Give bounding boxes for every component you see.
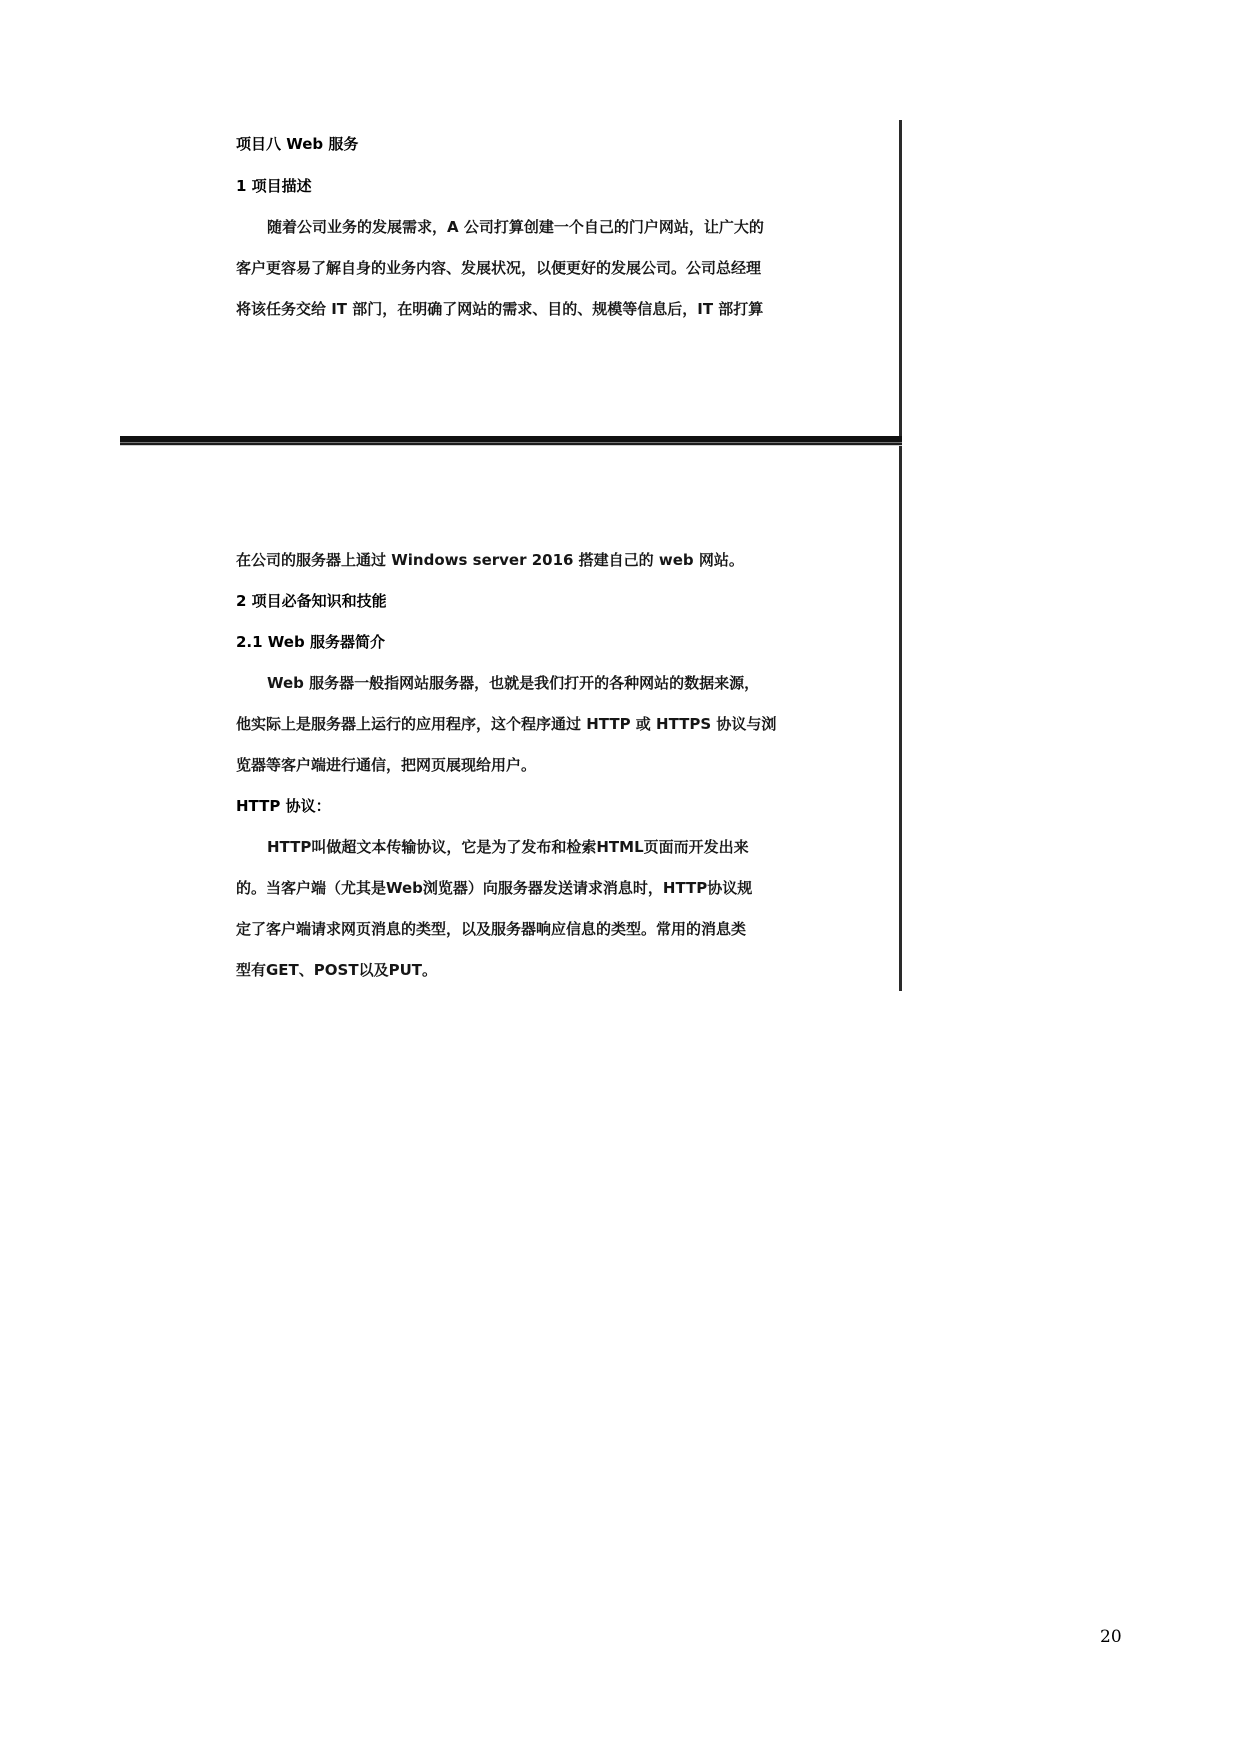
description-line-1: 随着公司业务的发展需求，A 公司打算创建一个自己的门户网站，让广大的 (267, 218, 764, 236)
web-intro-line-3: 览器等客户端进行通信，把网页展现给用户。 (236, 756, 537, 774)
continued-description-line: 在公司的服务器上通过 Windows server 2016 搭建自己的 web 网站。 (236, 551, 744, 569)
web-intro-line-1: Web 服务器一般指网站服务器，也就是我们打开的各种网站的数据来源， (267, 674, 760, 692)
bottom-panel-right-border (899, 446, 902, 991)
description-line-3: 将该任务交给 IT 部门，在明确了网站的需求、目的、规模等信息后，IT 部打算 (236, 300, 764, 318)
project-title: 项目八 Web 服务 (236, 135, 359, 153)
description-line-2: 客户更容易了解自身的业务内容、发展状况，以便更好的发展公司。公司总经理 (236, 259, 762, 277)
http-line-4: 型有GET、POST以及PUT。 (236, 961, 437, 979)
http-line-3: 定了客户端请求网页消息的类型，以及服务器响应信息的类型。常用的消息类 (236, 920, 747, 938)
section-heading-knowledge-skills: 2 项目必备知识和技能 (236, 592, 387, 610)
http-protocol-heading: HTTP 协议： (236, 797, 331, 815)
top-panel-right-border (899, 120, 902, 440)
page-separator (120, 436, 902, 446)
subsection-heading-web-server-intro: 2.1 Web 服务器简介 (236, 633, 385, 651)
top-document-panel (120, 120, 902, 438)
http-line-2: 的。当客户端（尤其是Web浏览器）向服务器发送请求消息时，HTTP协议规 (236, 879, 753, 897)
section-heading-project-description: 1 项目描述 (236, 177, 312, 195)
page-number: 20 (1100, 1627, 1122, 1647)
web-intro-line-2: 他实际上是服务器上运行的应用程序，这个程序通过 HTTP 或 HTTPS 协议与浏 (236, 715, 777, 733)
http-line-1: HTTP叫做超文本传输协议，它是为了发布和检索HTML页面而开发出来 (267, 838, 749, 856)
